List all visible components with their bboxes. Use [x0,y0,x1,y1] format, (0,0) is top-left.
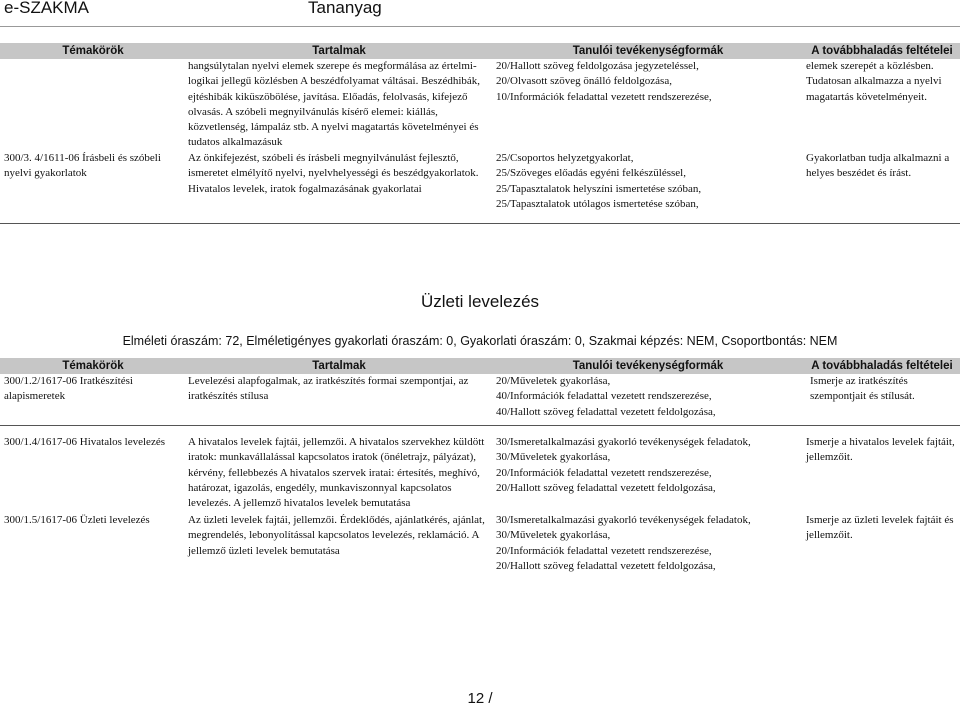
table1-header [0,43,960,59]
row-content: Levelezési alapfogalmak, az iratkészítés formai szempontjai, az iratkészítés stílusa [188,375,469,403]
column-header-conditions: A továbbhaladás feltételei [811,45,953,57]
row-activities [496,59,802,105]
activity-item: 25/Szöveges előadás egyéni felkészüléssel, [496,167,686,180]
column-header-activities: Tanulói tevékenységformák [572,45,724,57]
activity-item: 25/Csoportos helyzetgyakorlat, [496,152,634,164]
row-content: Az önkifejezést, szóbeli és írásbeli megnyilvánulást fejlesztő, ismeretet elmélyítő nyelvi, nyelvhelyességi és beszédgyakorlatok. Hivatalos levelek, iratok fogalmazásának gyakorlatai [188,152,479,195]
row-content: A hivatalos levelek fajtái, jellemzői. A hivatalos szervekhez küldött iratok: munkavállalással kapcsolatos iratok (önéletrajz, pályázat), kérvény, fellebbezés A hivatalos szervek iratai: értesítés, meghívó, határozat, igazolás, engedély, munkaviszonnyal kapcsolatos levelezés. A jellemző hivatalos levelek bemutatása [188,436,485,510]
activity-item: 25/Tapasztalatok utólagos ismertetése szóban, [496,197,699,210]
row-topic: 300/1.5/1617-06 Üzleti levelezés [4,514,150,526]
row-conditions: Ismerje az üzleti levelek fajtáit és jellemzőit. [806,514,954,542]
activity-item: 20/Információk feladattal vezetett rendszerezése, [496,544,712,557]
page-number: 12 / [467,690,493,707]
activity-item: 40/Információk feladattal vezetett rendszerezése, [496,390,712,403]
row-topic: 300/1.2/1617-06 Iratkészítési alapismeretek [4,375,133,403]
activity-item: 30/Műveletek gyakorlása, [496,451,611,464]
table1-bottom-rule [0,223,960,224]
row-activities [496,513,802,574]
activity-item: 40/Hallott szöveg feladattal vezetett feldolgozása, [496,405,716,418]
table2-header [0,358,960,374]
header-divider [0,26,960,27]
activity-item: 20/Olvasott szöveg önálló feldolgozása, [496,75,672,88]
activity-item: 25/Tapasztalatok helyszíni ismertetése szóban, [496,182,702,195]
row-conditions: elemek szerepét a közlésben. Tudatosan alkalmazza a nyelvi magatartás követelményeit. [806,60,942,103]
column-header-contents: Tartalmak [312,360,366,372]
row-conditions: Ismerje a hivatalos levelek fajtáit, jellemzőit. [806,436,955,464]
row-conditions: Ismerje az iratkészítés szempontjait és stílusát. [810,375,915,403]
row-content: hangsúlytalan nyelvi elemek szerepe és megformálása az értelmi-logikai jellegű közlésben A beszédfolyamat váltásai. Beszédhibák, ejtéshibák kiküszöbölése, javítása. Előadás, felolvasás, kifejező olvasás. A szóbeli megnyilvánulás kísérő elemei: kiállás, közvetlenség, lámpaláz stb. A nyelvi magatartás követelményei és tudatos alkalmazásuk [188,60,481,149]
activity-item: 20/Hallott szöveg feldolgozása jegyzeteléssel, [496,60,699,72]
row-activities [496,435,802,496]
activity-item: 20/Hallott szöveg feladattal vezetett feldolgozása, [496,481,716,494]
activity-item: 30/Műveletek gyakorlása, [496,529,611,542]
activity-item: 30/Ismeretalkalmazási gyakorló tevékenységek feladatok, [496,514,751,526]
column-header-contents: Tartalmak [312,45,366,57]
section-title: Üzleti levelezés [420,292,540,311]
column-header-topics: Témakörök [62,360,124,372]
app-title: e-SZAKMA [4,0,90,17]
column-header-topics: Témakörök [62,45,124,57]
row-content: Az üzleti levelek fajtái, jellemzői. Érdeklődés, ajánlatkérés, ajánlat, megrendelés, lebonyolítással kapcsolatos levelezés, reklamáció. A jellemző üzleti levelek bemutatása [188,514,485,557]
row-topic: 300/3. 4/1611-06 Írásbeli és szóbeli nyelvi gyakorlatok [4,152,161,180]
activity-item: 10/Információk feladattal vezetett rendszerezése, [496,90,712,103]
column-header-conditions: A továbbhaladás feltételei [811,360,953,372]
page-section-title: Tananyag [308,0,382,17]
activity-item: 20/Műveletek gyakorlása, [496,375,611,387]
activity-item: 20/Hallott szöveg feladattal vezetett feldolgozása, [496,559,716,572]
row-divider [0,425,960,426]
row-topic: 300/1.4/1617-06 Hivatalos levelezés [4,436,165,448]
activity-item: 30/Ismeretalkalmazási gyakorló tevékenységek feladatok, [496,436,751,448]
row-activities [496,151,802,212]
row-conditions: Gyakorlatban tudja alkalmazni a helyes beszédet és írást. [806,152,950,180]
activity-item: 20/Információk feladattal vezetett rendszerezése, [496,466,712,479]
row-activities [496,374,802,420]
column-header-activities: Tanulói tevékenységformák [572,360,724,372]
section-meta: Elméleti óraszám: 72, Elméletigényes gyakorlati óraszám: 0, Gyakorlati óraszám: 0, Szakmai képzés: NEM, Csoportbontás: NEM [122,334,838,348]
